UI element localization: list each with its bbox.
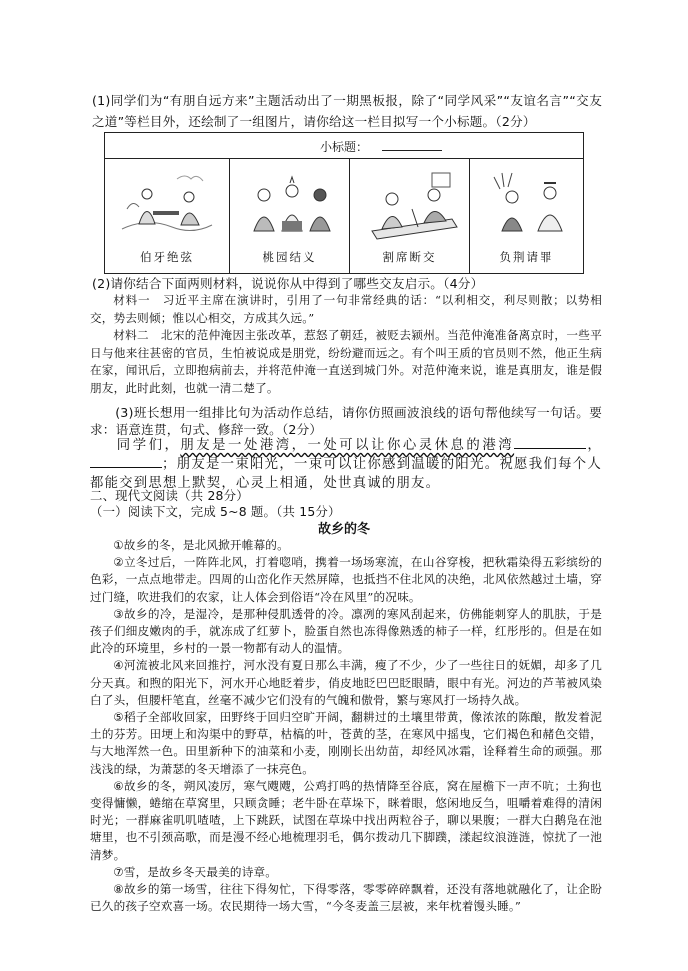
sample-rest: ；朋友是一束阳光，一束可以让你感到温暖的阳光。祝愿我们每个人都能交到思想上默契，心灵上相通，处世真诚的朋友。 [90,457,602,491]
subtitle-row [105,133,583,159]
material-2 [90,327,602,397]
question-3-sample: 同学们，朋友是一处港湾，一处可以让你心灵休息的港湾 ，；朋友是一束阳光，一束可以让你感到温暖的阳光。祝愿我们每个人都能交到思想上默契，心灵上相通，处世真诚的朋友。 [90,438,603,491]
paragraph-1: ①故乡的冬，是北风掀开帷幕的。 [113,538,289,552]
question-2 [92,275,604,292]
paragraph-5: ⑤稻子全部收回家，田野终于回归空旷开阔，翻耕过的土壤里带黄，像浓浓的陈酿，散发着泥土的芬芳。田埂上和沟渠中的野草，枯槁的叶，苍黄的茎，在寒风中摇曳，它们褐色和赭色交错，与大地浑然一色。田里新种下的油菜和小麦，刚刚长出幼苗，却经风冰霜，诠释着生命的顽强。那浅浅的绿，为萧瑟的冬天增添了一抹亮色。 [90,710,602,776]
subtitle-label: 小标题： [320,140,369,154]
question-2-text: (2)请你结合下面两则材料，说说你从中得到了哪些交友启示。（4分） [92,276,484,291]
paragraph-2: ②立冬过后，一阵阵北风，打着唿哨，携着一场场寒流，在山谷穿梭，把秋霜染得五彩缤纷的色彩，一点点地带走。四周的山峦化作天然屏障，也抵挡不住北风的决绝，北风依然越过土墙，穿过门缝，吹进我们的农家，让人体会到俗语“冷在风里”的况味。 [90,555,602,604]
paragraph-7: ⑦雪，是故乡冬天最美的诗章。 [113,864,278,879]
fujing-illustration [482,169,578,244]
question-3-text: (3)班长想用一组排比句为活动作总结，请你仿照画波浪线的语句帮他续写一句话。要求：语意连贯，句式、修辞一致。（2分） [90,405,602,437]
boya-illustration [117,169,217,244]
paragraph-3: ③故乡的冷，是湿冷，是那种侵肌透骨的冷。凛冽的寒风刮起来，仿佛能刺穿人的肌肤，于是孩子们细皮嫩肉的手，就冻成了红萝卜，脸蛋自然也冻得像熟透的柿子一样，红彤彤的。但是在如此冷的环境里，乡村的一景一物都有动人的温情。 [90,606,602,656]
section-heading: 二、现代文阅读（共 28分） [90,488,249,503]
caption-fujing: 负荆请罪 [499,250,554,264]
taoyuan-illustration [242,169,342,244]
question-3 [90,404,602,438]
picture-cell-1 [105,159,229,274]
sample-wavy-sentence: 朋友是一处港湾，一处可以让你心灵休息的港湾 [180,438,515,453]
material-1-text: 材料一 习近平主席在演讲时，引用了一句非常经典的话：“以利相交，利尽则散；以势相交，势去则倾；惟以心相交，方成其久远。” [90,293,602,325]
picture-cell-2 [229,159,349,274]
subtitle-blank[interactable] [382,150,442,151]
question-1-text: (1)同学们为“有朋自远方来”主题活动出了一期黑板报，除了“同学风采”“友谊名言”“交友之道”等栏目外，还绘制了一组图片，请你给这一栏目拟写一个小标题。（2分） [92,93,602,129]
material-2-text: 材料二 北宋的范仲淹因主张改革，惹怒了朝廷，被贬去颍州。当范仲淹准备离京时，一些平日与他来往甚密的官员，生怕被说成是朋党，纷纷避而远之。有个叫王质的官员则不然，他正生病在家，闻讯后，立即抱病前去，并将范仲淹一直送到城门外。对范仲淹来说，谁是真朋友，谁是假朋友，此时此刻，也就一清二楚了。 [90,328,602,395]
paragraph-6: ⑥故乡的冬，朔风凌厉，寒气飕飕，公鸡打鸣的热情降至谷底，窝在屋檐下一声不吭；土狗也变得慵懒，蜷缩在草窝里，只顾贪睡；老牛卧在草垛下，眯着眼，悠闲地反刍，咀嚼着难得的清闲时光；一群麻雀叽叽喳喳，上下跳跃，试图在草垛中找出两粒谷子，聊以果腹；一群大白鹅凫在池塘里，也不引颈高歌，而是漫不经心地梳理羽毛，偶尔拨动几下脚蹼，漾起纹浪涟涟，惊扰了一池清梦。 [90,778,602,862]
caption-gexi: 割席断交 [382,250,437,264]
answer-blank-1[interactable] [514,436,586,449]
question-1 [92,90,602,132]
sample-start: 同学们， [116,438,181,453]
answer-blank-2[interactable] [90,455,162,468]
material-1 [90,292,602,327]
caption-boya: 伯牙绝弦 [140,250,194,264]
picture-cell-4 [469,159,583,274]
picture-cell-3 [349,159,469,274]
paragraph-4: ④河流被北风来回推拧，河水没有夏日那么丰满，瘦了不少，少了一些往日的妩媚，却多了几分天真。和煦的阳光下，河水开心地眨着步，俏皮地眨巴巴眨眼睛，眼中有光。河边的芦苇被风染白了头，但腰杆笔直，丝毫不减少它们没有的气魄和傲骨，繁与寒风打一场持久战。 [90,658,602,707]
paragraph-8: ⑧故乡的第一场雪，往往下得匆忙，下得零落，零零碎碎飘着，还没有落地就融化了，让企盼已久的孩子空欢喜一场。农民期待一场大雪，“今冬麦盖三层被，来年枕着馒头睡。” [90,882,602,914]
picture-table [104,132,584,274]
article-body [90,537,602,915]
section-subheading: （一）阅读下文，完成 5~8 题。（共 15分） [90,504,341,519]
gexi-illustration [362,169,462,244]
caption-taoyuan: 桃园结义 [262,250,317,264]
article-title: 故乡的冬 [317,522,370,537]
